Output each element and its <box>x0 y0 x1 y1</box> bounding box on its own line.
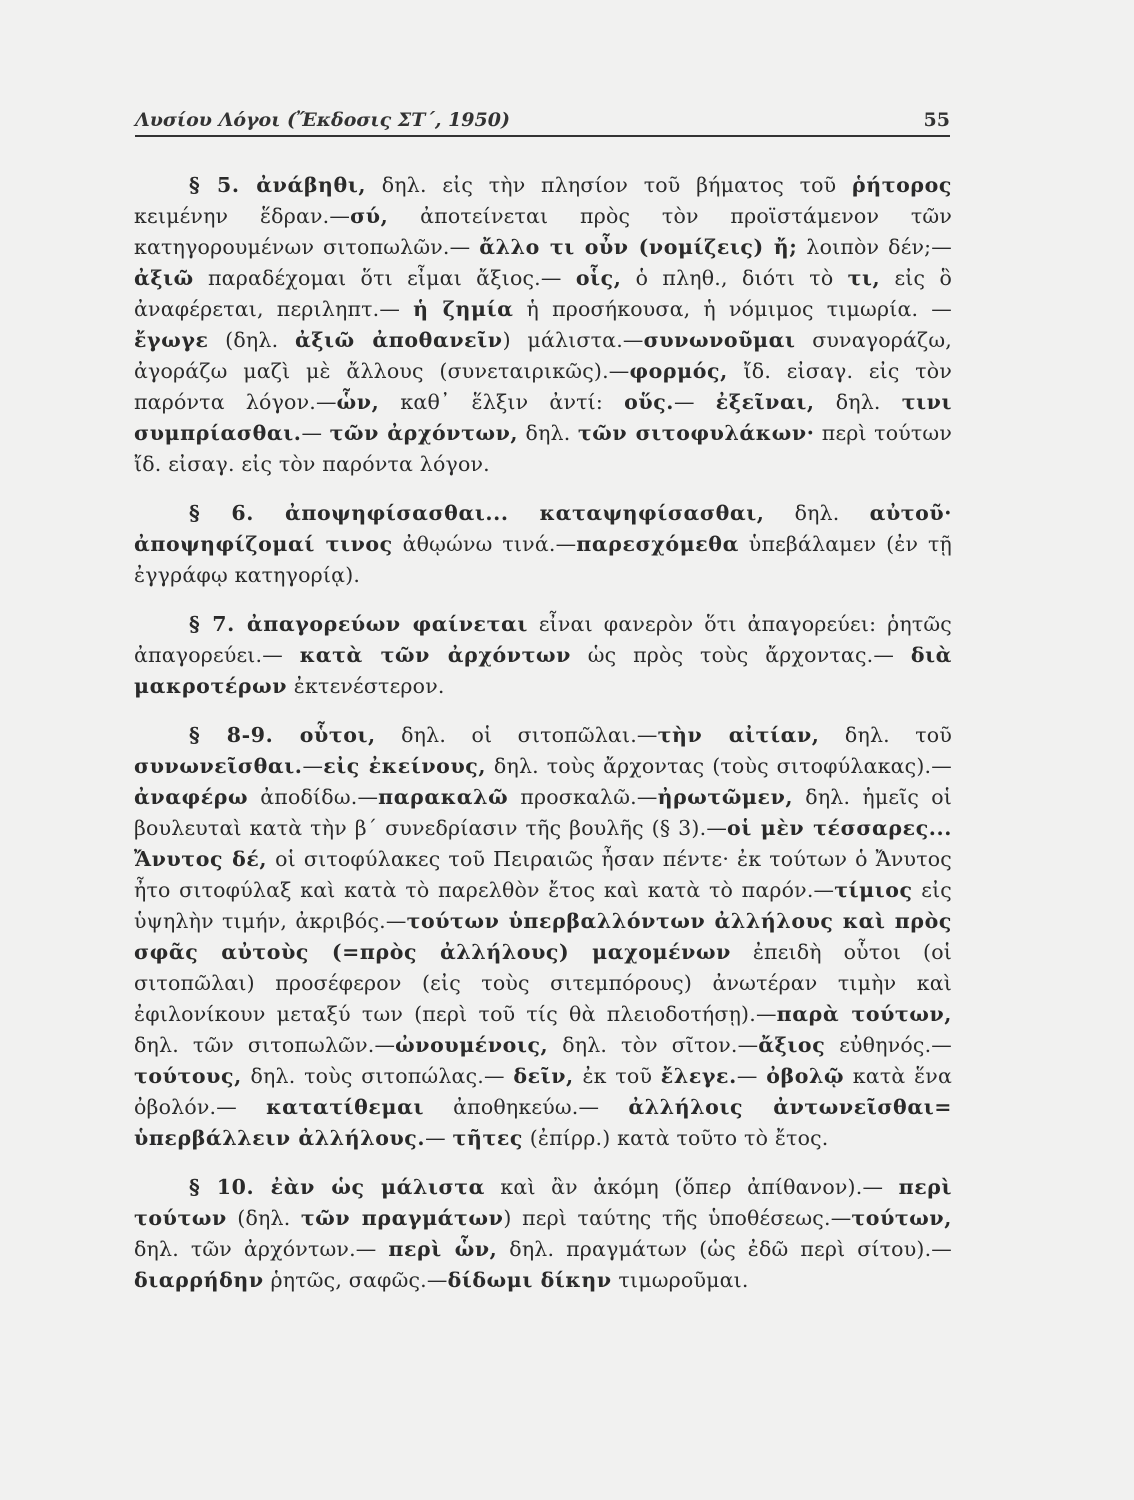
lemma: παρεσχόμεθα <box>576 532 739 556</box>
lemma: § 10. ἐὰν ὡς μάλιστα <box>189 1175 485 1199</box>
lemma: περὶ ὧν, <box>388 1237 498 1261</box>
lemma: ἡ ζημία <box>413 297 514 321</box>
lemma: παρακαλῶ <box>378 785 509 809</box>
lemma: τῶν πραγμάτων <box>300 1206 504 1230</box>
gloss-text: δηλ. τῶν σιτοπωλῶν.— <box>134 1033 396 1057</box>
lemma: τῆτες <box>452 1126 523 1150</box>
lemma: κατὰ τῶν ἀρχόντων <box>299 643 571 667</box>
lemma: ἀλλήλοις ἀντωνεῖσθαι= ὑπερβάλλειν ἀλλήλους. <box>134 1095 952 1150</box>
gloss-text: — <box>302 754 324 778</box>
gloss-text: προσκαλῶ.— <box>508 785 658 809</box>
gloss-text: ἀποδίδω.— <box>248 785 379 809</box>
lemma: οὕς. <box>624 390 675 414</box>
lemma: τῶν σιτοφυλάκων· <box>577 421 815 445</box>
gloss-text: ὡς πρὸς τοὺς ἄρχοντας.— <box>570 643 911 667</box>
gloss-text: καὶ ἂν ἀκόμη (ὅπερ ἀπίθανον).— <box>484 1175 899 1199</box>
paragraph-p10 <box>134 1172 952 1296</box>
lemma: τούτων ὑπερβαλλόντων ἀλλήλους καὶ πρὸς σφᾶς αὐτοὺς (=πρὸς ἀλλήλους) μαχομένων <box>134 909 952 964</box>
gloss-text: δηλ. τὸν σῖτον.— <box>548 1033 759 1057</box>
gloss-text: παραδέχομαι ὅτι εἶμαι ἄξιος.— <box>193 266 576 290</box>
page-number: 55 <box>923 109 950 131</box>
gloss-text: δηλ. τοῦ <box>819 723 952 747</box>
gloss-text: δηλ. τοὺς ἄρχοντας (τοὺς σιτοφύλακας).— <box>486 754 952 778</box>
gloss-text: ὁ πληθ., διότι τὸ <box>621 266 848 290</box>
gloss-text: — <box>674 390 716 414</box>
lemma: ἀξιῶ ἀποθανεῖν <box>294 328 503 352</box>
gloss-text: εἶναι φανερὸν ὅτι ἀπαγορεύει: ῥητῶς ἀπαγορεύει.— <box>134 612 952 667</box>
gloss-text: δηλ. <box>764 501 870 525</box>
lemma: ἀξιῶ <box>134 266 194 290</box>
gloss-text: — <box>425 1126 453 1150</box>
lemma: εἰς ἐκείνους, <box>323 754 487 778</box>
gloss-text: ) μάλιστα.— <box>502 328 644 352</box>
lemma: τινι συμπρίασθαι. <box>134 390 952 445</box>
paragraph-p8 <box>134 720 952 1154</box>
gloss-text: ἴδ. εἰσαγ. εἰς τὸν παρόντα λόγον.— <box>134 359 953 414</box>
gloss-text: εἰς ὑψηλὴν τιμήν, ἀκριβός.— <box>134 878 952 933</box>
gloss-text: λοιπὸν δέν;— <box>797 235 952 259</box>
commentary-body <box>134 170 952 1314</box>
gloss-text: ἀποθηκεύω.— <box>423 1095 629 1119</box>
gloss-text: (δηλ. <box>208 328 295 352</box>
lemma: ῥήτορος <box>852 173 952 197</box>
gloss-text: ἡ προσήκουσα, ἡ νόμιμος τιμωρία. — <box>513 297 952 321</box>
running-header <box>135 103 950 137</box>
gloss-text: ἐκτενέστερον. <box>287 674 445 698</box>
lemma: συνωνοῦμαι <box>643 328 796 352</box>
lemma: αὐτοῦ· ἀποψηφίζομαί τινος <box>134 501 952 556</box>
gloss-text: δηλ. εἰς τὴν πλησίον τοῦ βήματος τοῦ <box>366 173 852 197</box>
gloss-text: δηλ. ἡμεῖς οἱ βουλευταὶ κατὰ τὴν β΄ συνεδρίασιν τῆς βουλῆς (§ 3).— <box>134 785 952 840</box>
gloss-text: ἐπειδὴ οὗτοι (οἱ σιτοπῶλαι) προσέφερον (εἰς τοὺς σιτεμπόρους) ἀνωτέραν τιμὴν καὶ ἐφιλονίκουν μεταξύ των (περὶ τοῦ τίς θὰ πλειοδοτήσῃ).— <box>134 940 952 1026</box>
gloss-text: κατὰ ἕνα ὀβολόν.— <box>134 1064 952 1119</box>
gloss-text: εὐθηνός.— <box>825 1033 953 1057</box>
lemma: δίδωμι δίκην <box>447 1268 612 1292</box>
lemma: τούτους, <box>134 1064 242 1088</box>
lemma: ὠνουμένοις, <box>395 1033 549 1057</box>
lemma: § 6. ἀποψηφίσασθαι... καταψηφίσασθαι, <box>189 501 765 525</box>
lemma: τίμιος <box>834 878 913 902</box>
paragraph-p7 <box>134 609 952 702</box>
lemma: τὴν αἰτίαν, <box>657 723 820 747</box>
lemma: ἔγωγε <box>134 328 209 352</box>
lemma: § 8-9. οὗτοι, <box>189 723 376 747</box>
gloss-text: κειμένην ἕδραν.— <box>134 204 351 228</box>
lemma: ἄξιος <box>758 1033 826 1057</box>
lemma: ἐξεῖναι, <box>715 390 815 414</box>
gloss-text: δηλ. <box>814 390 902 414</box>
gloss-text: ἐκ τοῦ <box>573 1064 661 1088</box>
lemma: ἠρωτῶμεν, <box>657 785 794 809</box>
lemma: τι, <box>847 266 881 290</box>
gloss-text: εἰς ὃ ἀναφέρεται, περιληπτ.— <box>134 266 952 321</box>
gloss-text: (ἐπίρρ.) κατὰ τοῦτο τὸ ἔτος. <box>522 1126 829 1150</box>
lemma: § 7. ἀπαγορεύων φαίνεται <box>189 612 528 636</box>
lemma: διὰ μακροτέρων <box>134 643 952 698</box>
lemma: οἷς, <box>575 266 622 290</box>
gloss-text: τιμωροῦμαι. <box>611 1268 749 1292</box>
lemma: ὧν, <box>336 390 380 414</box>
paragraph-p6 <box>134 498 952 591</box>
lemma: ἀναφέρω <box>134 785 249 809</box>
gloss-text: (δηλ. <box>226 1206 301 1230</box>
gloss-text: ἀθῳώνω τινά.— <box>392 532 577 556</box>
header-title: Λυσίου Λόγοι (Ἔκδοσις ΣΤ΄, 1950) <box>135 109 510 131</box>
gloss-text: ) περὶ ταύτης τῆς ὑποθέσεως.— <box>503 1206 852 1230</box>
gloss-text: οἱ σιτοφύλακες τοῦ Πειραιῶς ἦσαν πέντε· ἐκ τούτων ὁ Ἄνυτος ἦτο σιτοφύλαξ καὶ κατὰ τὸ παρελθὸν ἔτος καὶ κατὰ τὸ παρόν.— <box>134 847 952 902</box>
gloss-text: ἀποτείνεται πρὸς τὸν προϊστάμενον τῶν κατηγορουμένων σιτοπωλῶν.— <box>134 204 952 259</box>
gloss-text: περὶ τούτων ἴδ. εἰσαγ. εἰς τὸν παρόντα λόγον. <box>134 421 953 476</box>
lemma: τῶν ἀρχόντων, <box>329 421 519 445</box>
lemma: διαρρήδην <box>134 1268 264 1292</box>
lemma: παρὰ τούτων, <box>776 1002 953 1026</box>
gloss-text: δηλ. οἱ σιτοπῶλαι.— <box>375 723 658 747</box>
lemma: ἔλεγε. <box>660 1064 737 1088</box>
gloss-text: δηλ. πραγμάτων (ὡς ἐδῶ περὶ σίτου).— <box>497 1237 952 1261</box>
gloss-text: καθ᾽ ἕλξιν ἀντί: <box>379 390 625 414</box>
lemma: φορμός, <box>629 359 728 383</box>
gloss-text: ῥητῶς, σαφῶς.— <box>263 1268 448 1292</box>
lemma: συνωνεῖσθαι. <box>134 754 303 778</box>
gloss-text: ὑπεβάλαμεν (ἐν τῇ ἐγγράφῳ κατηγορίᾳ). <box>134 532 952 587</box>
lemma: κατατίθεμαι <box>266 1095 424 1119</box>
paragraph-p5 <box>134 170 952 480</box>
lemma: ὀβολῷ <box>766 1064 845 1088</box>
lemma: ἄλλο τι οὖν (νομίζεις) ἤ; <box>479 235 798 259</box>
gloss-text: — <box>301 421 330 445</box>
gloss-text: δηλ. τοὺς σιτοπώλας.— <box>241 1064 514 1088</box>
lemma: δεῖν, <box>513 1064 574 1088</box>
gloss-text: — <box>736 1064 767 1088</box>
gloss-text: συναγοράζω, ἀγοράζω μαζὶ μὲ ἄλλους (συνεταιρικῶς).— <box>134 328 952 383</box>
lemma: τούτων, <box>851 1206 952 1230</box>
gloss-text: δηλ. τῶν ἀρχόντων.— <box>134 1237 389 1261</box>
gloss-text: δηλ. <box>518 421 578 445</box>
lemma: περὶ τούτων <box>134 1175 953 1230</box>
lemma: § 5. ἀνάβηθι, <box>189 173 367 197</box>
lemma: σύ, <box>350 204 389 228</box>
lemma: οἱ μὲν τέσσαρες... Ἄνυτος δέ, <box>134 816 953 871</box>
